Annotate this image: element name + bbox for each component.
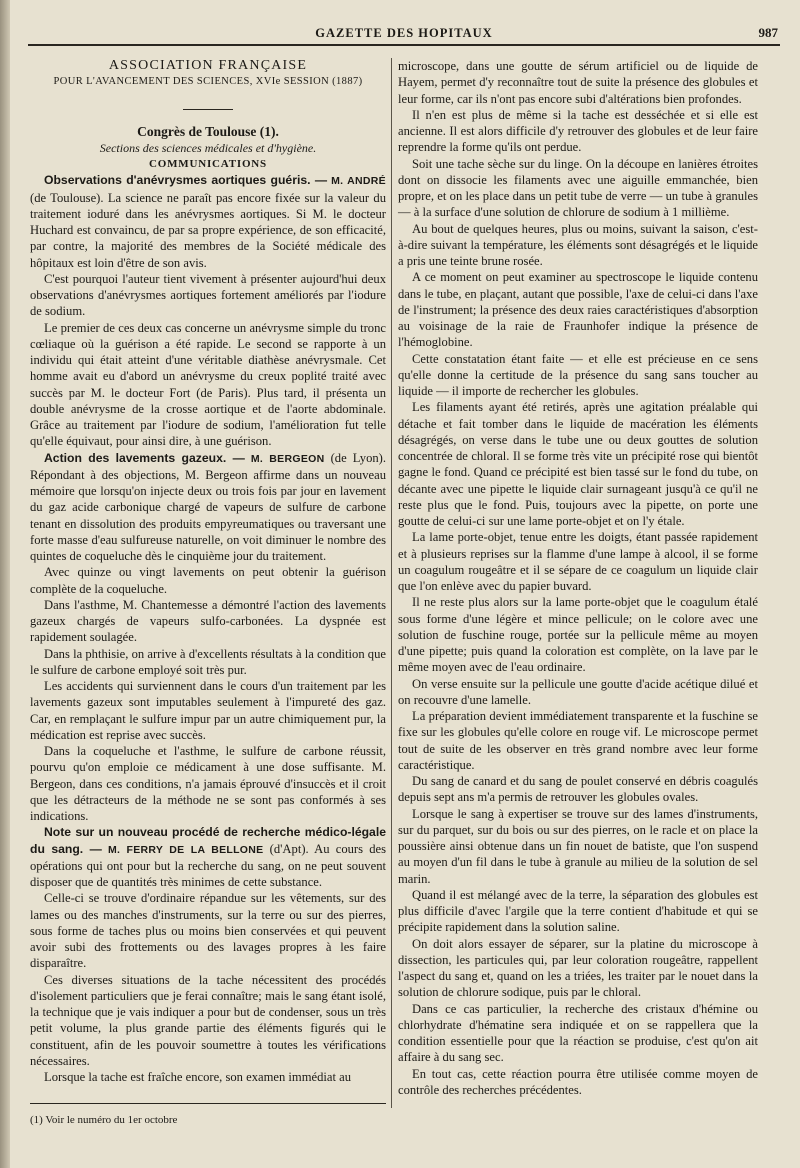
page-binding — [0, 0, 10, 1168]
column-divider — [391, 58, 392, 1108]
right-paragraph: Au bout de quelques heures, plus ou moins, suivant la saison, c'est-à-dire suivant la température, les éléments sont désagrégés et le liquide a pris une teinte brune rosée. — [398, 221, 758, 268]
left-column — [30, 58, 386, 1129]
right-paragraph: Soit une tache sèche sur du linge. On la découpe en lanières étroites dont on dissocie les filaments avec une aiguille emmanchée, bien propre, et on les place dans un petit tube de verre — un tube à granules — à la surface d'une solution de chlorure de sodium à 1 millième. — [398, 156, 758, 220]
article-2-author: M. BERGEON — [250, 452, 325, 465]
right-paragraph: Il ne reste plus alors sur la lame porte-objet que le coagulum étalé sous forme d'une légère et mince pellicule; on le colore avec une solution de fuschine rouge, portée sur la pellicule même au moyen d'une pipette; puis quand la coloration est complète, on la lave par le même moyen avec de l'eau ordinaire. — [398, 595, 758, 675]
right-paragraph: Du sang de canard et du sang de poulet conservé en débris coagulés depuis sept ans m'a permis de retrouver les globules ovales. — [398, 774, 758, 805]
article-1-title: Observations d'anévrysmes aortiques guéris. — — [44, 173, 328, 188]
association-title: ASSOCIATION FRANÇAISE — [108, 58, 308, 73]
sections-subtitle: Sections des sciences médicales et d'hygiène. — [99, 140, 317, 155]
right-paragraph: Il n'en est plus de même si la tache est desséchée et si elle est ancienne. Il est alors difficile d'y retrouver des globules et de leur faire reprendre la forme qu'ils ont perdue. — [398, 107, 758, 155]
article-1-intro — [30, 172, 386, 271]
right-paragraph: Quand il est mélangé avec de la terre, la séparation des globules est plus difficile d'avec l'argile que la terre contient d'habitude et qui se précipite rapidement dans la solution saline. — [398, 887, 758, 935]
article-2-paragraph: Dans la coqueluche et l'asthme, le sulfure de carbone réussit, pourvu qu'on emploie ce médicament à une dose suffisante. M. Bergeon, dans ces conditions, n'a jamais éprouvé d'insuccès et il croit que les détracteurs de la méthode ne se sont pas conformés à ses indications. — [30, 744, 386, 823]
page-number: 987 — [758, 25, 778, 40]
article-3-author: M. FERRY DE LA BELLONE — [107, 843, 264, 856]
journal-title: GAZETTE DES HOPITAUX — [315, 26, 493, 40]
article-1-paragraph: C'est pourquoi l'auteur tient vivement à présenter aujourd'hui deux observations d'anévrysmes aortiques fortement améliorés par l'iodure de sodium. — [30, 271, 386, 319]
article-2-paragraph: Dans la phthisie, on arrive à d'excellents résultats à la condition que le sulfure de carbone employé soit très pur. — [30, 646, 386, 677]
footnote: (1) Voir le numéro du 1er octobre — [30, 1114, 178, 1127]
article-3-paragraph: Ces diverses situations de la tache nécessitent des procédés d'isolement particuliers que je ferai connaître; mais le sang étant isolé, la technique que je vais indiquer a pour but de condenser, sous un très petit volume, la plus grande partie des éléments figurés qui le constituent, afin de les pouvoir soumettre à toutes les vérifications nécessaires. — [30, 972, 386, 1068]
right-paragraph: Dans ce cas particulier, la recherche des cristaux d'hémine ou chlorhydrate d'hématine sera indiquée et on se rappellera que la condition essentielle pour que la réaction se produise, c'est qu'on ait affaire à du sang sec. — [398, 1001, 758, 1065]
right-paragraph: La préparation devient immédiatement transparente et la fuschine se fixe sur les globules qu'elle colore en rouge vif. Le microscope permet tout de suite de les observer en très grand nombre avec leur forme caractéristique. — [398, 709, 758, 772]
article-3-paragraph: Celle-ci se trouve d'ordinaire répandue sur les vêtements, sur des lames ou des manches d'instruments, sur la terre ou sur des pierres, sous forme de taches plus ou moins bien conservées et qui peuvent avoir subi des frottements ou des lavages propres à les faire disparaître. — [30, 891, 386, 971]
article-1-text: (de Toulouse). La science ne paraît pas encore fixée sur la valeur du traitement ioduré dans les anévrysmes aortiques. Si M. le docteur Huchard est convaincu, de par sa propre expérience, de son efficacité, par contre, la majorité des membres de la Société médicale des hôpitaux est loin d'être de son avis. — [30, 190, 386, 270]
congress-title: Congrès de Toulouse (1). — [137, 123, 279, 139]
article-2-paragraph: Avec quinze ou vingt lavements on peut obtenir la guérison complète de la coqueluche. — [30, 565, 386, 596]
article-2-title: Action des lavements gazeux. — — [44, 450, 245, 465]
right-paragraph: A ce moment on peut examiner au spectroscope le liquide contenu dans le tube, en plaçant, autant que possible, l'axe de celui-ci dans l'axe de l'instrument; la présence des deux raies caractéristiques d'absorption au voisinage de la raie de Fraunhofer indique la présence de l'hémoglobine. — [398, 270, 758, 350]
association-subtitle: POUR L'AVANCEMENT DES SCIENCES, XVIe SESSION (1887) — [53, 76, 363, 88]
section-rule — [183, 109, 233, 110]
right-paragraph: En tout cas, cette réaction pourra être utilisée comme moyen de contrôle des recherches précédentes. — [398, 1066, 758, 1097]
communications-heading: COMMUNICATIONS — [149, 158, 267, 170]
right-column — [398, 58, 758, 1098]
article-3-intro — [30, 824, 386, 890]
right-paragraph: Cette constatation étant faite — et elle est précieuse en ce sens qu'elle donne la certitude de la présence du sang sans toucher au liquide — il importe de rechercher les globules. — [398, 351, 758, 398]
article-2-intro — [30, 450, 386, 565]
article-3-title: Note sur un nouveau procédé de recherche médico-légale du sang. — — [30, 825, 386, 856]
right-paragraph: Lorsque le sang à expertiser se trouve sur des lames d'instruments, sur du parquet, sur du bois ou sur des pierres, on le racle et on place la poussière ainsi obtenue dans un fin nouet de batiste, que l'on suspend au moyen d'un fil dans le tube à granule au milieu de la solution de sel marin. — [398, 806, 758, 886]
article-1-paragraph: Le premier de ces deux cas concerne un anévrysme simple du tronc cœliaque où la guérison a été rapide. Le second se rapporte à un individu qui était atteint d'une véritable diathèse anévrysmale. Cet homme avait eu d'abord un anévrysme du creux poplité traité avec succès par M. le docteur Fort (de Paris). Plus tard, il présenta un double anévrysme de la crosse aortique et de l'aorte abdominale. Grâce au traitement par l'iodure de sodium, l'amélioration fut telle qu'elle équivaut, pour ainsi dire, à une guérison. — [30, 320, 386, 449]
article-3-text: (d'Apt). Au cours des opérations qui ont pour but la recherche du sang, on ne peut souvent disposer que de quantités très minimes de cette substance. — [30, 841, 387, 889]
article-1-author: M. ANDRÉ — [331, 175, 386, 188]
article-3-paragraph: Lorsque la tache est fraîche encore, son examen immédiat au — [44, 1070, 352, 1084]
article-2-paragraph: Les accidents qui surviennent dans le cours d'un traitement par les lavements gazeux sont imputables seulement à l'impureté des gaz. Car, en remplaçant le sulfure impur par un autre chimiquement pur, la médication est reprise avec succès. — [30, 679, 386, 742]
right-paragraph: La lame porte-objet, tenue entre les doigts, étant passée rapidement et à plusieurs reprises sur la flamme d'une lampe à alcool, il se forme un coagulum rougeâtre et il se sépare de ce coagulum un liquide clair que l'on enlève avec du papier buvard. — [398, 530, 758, 593]
footnote-rule — [30, 1103, 386, 1104]
page-header — [28, 22, 780, 46]
article-2-paragraph: Dans l'asthme, M. Chantemesse a démontré l'action des lavements gazeux chargés de vapeurs sulfo-carbonées. La dyspnée est rapidement soulagée. — [30, 597, 386, 645]
right-paragraph: Les filaments ayant été retirés, après une agitation préalable qui détache et fait tomber dans le liquide de macération les éléments désagrégés, on verse dans le tube une ou deux gouttes de solution concentrée de chloral. Il se forme très vite un précipité rose qui bientôt gagne le fond. Quand ce précipité est bien tassé sur le fond du tube, on décante avec une pipette le liquide clair surnageant jusqu'à ce qu'il ne reste plus que le fond. Puis, toujours avec la pipette, on porte une goutte de celui-ci sur une lame porte-objet et on l'y étale. — [398, 400, 758, 528]
article-2-text: (de Lyon). Répondant à des objections, M. Bergeon affirme dans un nouveau mémoire que lorsqu'on injecte deux ou trois fois par jour en lavement du gaz acide carbonique chargé de vapeurs de sulfure de carbone tenant en dissolution des produits empyreumatiques ou traversant une forte masse d'eau sulfureuse naturelle, on voit diminuer le nombre des quintes de coqueluche dès le cinquième jour du traitement. — [30, 450, 387, 563]
right-paragraph: On verse ensuite sur la pellicule une goutte d'acide acétique dilué et on recouvre d'une lamelle. — [398, 676, 758, 707]
right-paragraph: On doit alors essayer de séparer, sur la platine du microscope à dissection, les particules qui, par leur coloration rougeâtre, rappellent l'aspect du sang et, quand on les a triées, les traiter par le nouet dans la solution de chlorure sodique, puis par le chloral. — [398, 936, 758, 1000]
right-paragraph: microscope, dans une goutte de sérum artificiel ou de liquide de Hayem, permet d'y reconnaître tout de suite la présence des globules et leur forme, car ils n'ont pas encore subi d'altérations bien profondes. — [398, 59, 758, 106]
